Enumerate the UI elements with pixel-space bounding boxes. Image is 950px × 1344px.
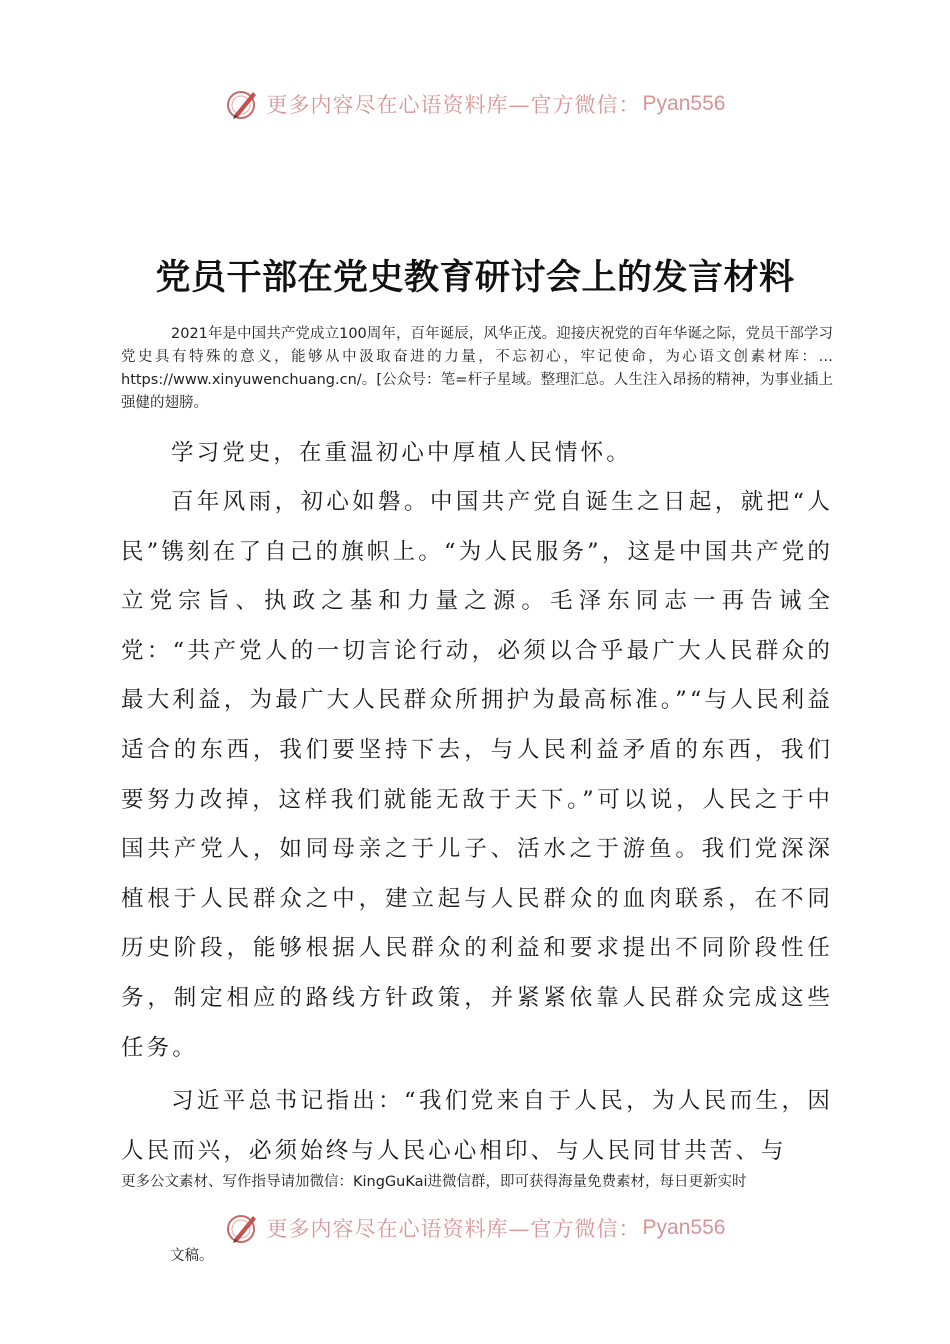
footer-note: 更多公文素材、写作指导请加微信：KingGuKai进微信群，即可获得海量免费素材，每日更新实时: [121, 1174, 747, 1190]
body-paragraph-1: 学习党史，在重温初心中厚植人民情怀。: [171, 440, 632, 466]
intro-paragraph: 2021年是中国共产党成立100周年，百年诞辰，风华正茂。迎接庆祝党的百年华诞之际，党员干部学习党史具有特殊的意义，能够从中汲取奋进的力量，不忘初心，牢记使命，为心语文创素材库：…https://www.xinyuwenchuang.cn/。[公众号：笔=杆子星域。整理汇总。人生注入昂扬的精神，为事业插上强健的翅膀。: [121, 326, 833, 411]
banner-text: 更多内容尽在心语资料库—官方微信：: [266, 93, 641, 117]
footer-watermark-banner: [0, 1208, 950, 1248]
pen-logo-icon: [225, 1210, 261, 1246]
banner-account: Pyan556: [642, 1216, 726, 1239]
header-watermark-banner: [0, 84, 950, 124]
body-paragraph-3: 习近平总书记指出：“我们党来自于人民，为人民而生，因人民而兴，必须始终与人民心心相印、与人民同甘共苦、与: [121, 1088, 833, 1164]
pen-logo-icon: [225, 86, 261, 122]
document-title: 党员干部在党史教育研讨会上的发言材料: [155, 258, 795, 298]
body-paragraph-2: 百年风雨，初心如磐。中国共产党自诞生之日起，就把“人民”镌刻在了自己的旗帜上。“为人民服务”，这是中国共产党的立党宗旨、执政之基和力量之源。毛泽东同志一再告诫全党：“共产党人的一切言论行动，必须以合乎最广大人民群众的最大利益，为最广大人民群众所拥护为最高标准。”“与人民利益适合的东西，我们要坚持下去，与人民利益矛盾的东西，我们要努力改掉，这样我们就能无敌于天下。”可以说，人民之于中国共产党人，如同母亲之于儿子、活水之于游鱼。我们党深深植根于人民群众之中，建立起与人民群众的血肉联系，在不同历史阶段，能够根据人民群众的利益和要求提出不同阶段性任务，制定相应的路线方针政策，并紧紧依靠人民群众完成这些任务。: [121, 489, 833, 1061]
banner-text: 更多内容尽在心语资料库—官方微信：: [266, 1217, 641, 1241]
banner-account: Pyan556: [642, 92, 726, 115]
footer-tail: 文稿。: [170, 1248, 214, 1264]
